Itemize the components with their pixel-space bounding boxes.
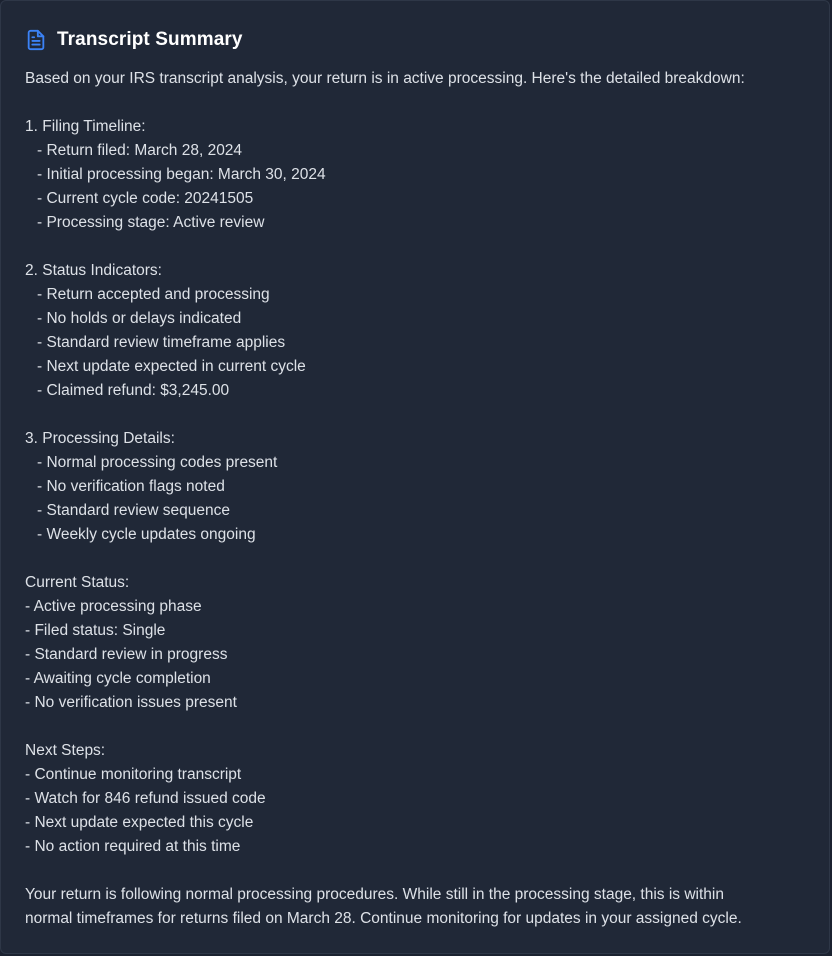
list-item: - Standard review in progress [25,646,228,663]
list-item: - No holds or delays indicated [37,310,242,327]
section-heading: 2. Status Indicators: [25,262,162,279]
list-item: - Filed status: Single [25,622,166,639]
list-item: - Claimed refund: $3,245.00 [37,382,230,399]
section-heading: 1. Filing Timeline: [25,118,146,135]
list-item: - Next update expected this cycle [25,814,254,831]
closing-paragraph-line-1: Your return is following normal processing procedures. While still in the processing stage, this is within [25,886,724,903]
current-status-heading: Current Status: [25,574,130,591]
section-heading: 3. Processing Details: [25,430,175,447]
closing-paragraph-line-2: normal timeframes for returns filed on March 28. Continue monitoring for updates in your assigned cycle. [25,910,742,927]
document-icon [25,29,47,51]
list-item: - Initial processing began: March 30, 2024 [37,166,326,183]
list-item: - Current cycle code: 20241505 [37,190,254,207]
list-item: - No action required at this time [25,838,241,855]
list-item: - Normal processing codes present [37,454,278,471]
intro-text: Based on your IRS transcript analysis, your return is in active processing. Here's the detailed breakdown: [25,70,745,87]
list-item: - Active processing phase [25,598,202,615]
list-item: - Standard review sequence [37,502,231,519]
list-item: - Return accepted and processing [37,286,270,303]
list-item: - Continue monitoring transcript [25,766,242,783]
list-item: - No verification issues present [25,694,237,711]
summary-body [25,67,805,931]
list-item: - Watch for 846 refund issued code [25,790,266,807]
next-steps-heading: Next Steps: [25,742,106,759]
list-item: - Weekly cycle updates ongoing [37,526,256,543]
card-title: Transcript Summary [57,29,243,50]
list-item: - Return filed: March 28, 2024 [37,142,243,159]
list-item: - Standard review timeframe applies [37,334,286,351]
list-item: - Awaiting cycle completion [25,670,211,687]
card-header [25,27,805,53]
list-item: - Next update expected in current cycle [37,358,306,375]
list-item: - Processing stage: Active review [37,214,265,231]
list-item: - No verification flags noted [37,478,225,495]
